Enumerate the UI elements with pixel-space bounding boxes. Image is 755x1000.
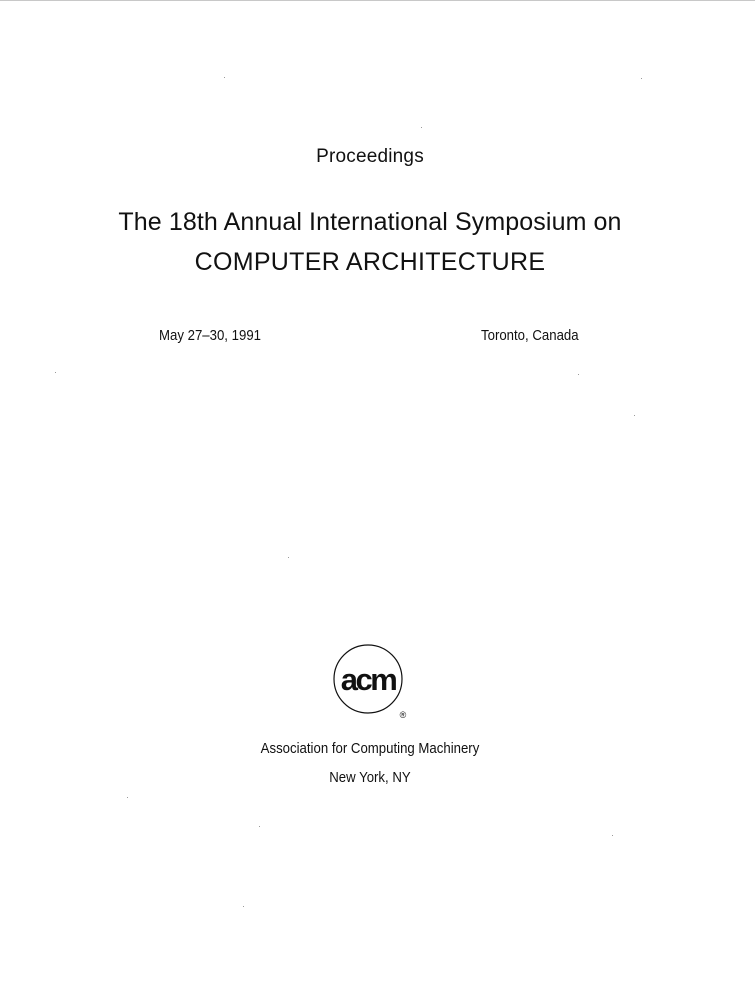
scan-speck xyxy=(224,77,225,78)
publisher-city: New York, NY xyxy=(329,769,411,786)
publisher-name: Association for Computing Machinery xyxy=(260,740,480,757)
registered-mark: ® xyxy=(399,710,407,720)
page-top-rule xyxy=(0,0,755,1)
scan-speck xyxy=(127,797,128,798)
scan-speck xyxy=(288,557,289,558)
scan-speck xyxy=(421,127,422,128)
event-date: May 27–30, 1991 xyxy=(159,327,262,344)
acm-logo xyxy=(326,642,414,722)
scan-speck xyxy=(612,835,613,836)
scan-speck xyxy=(641,78,642,79)
scan-speck xyxy=(578,374,579,375)
scan-speck xyxy=(55,372,56,373)
symposium-subject: COMPUTER ARCHITECTURE xyxy=(194,248,546,276)
scan-speck xyxy=(259,826,260,827)
scan-speck xyxy=(634,415,635,416)
scan-speck xyxy=(243,906,244,907)
event-location: Toronto, Canada xyxy=(481,327,579,344)
acm-logo-text: acm xyxy=(340,662,396,697)
proceedings-label: Proceedings xyxy=(316,146,424,167)
symposium-title: The 18th Annual International Symposium on xyxy=(118,208,622,236)
